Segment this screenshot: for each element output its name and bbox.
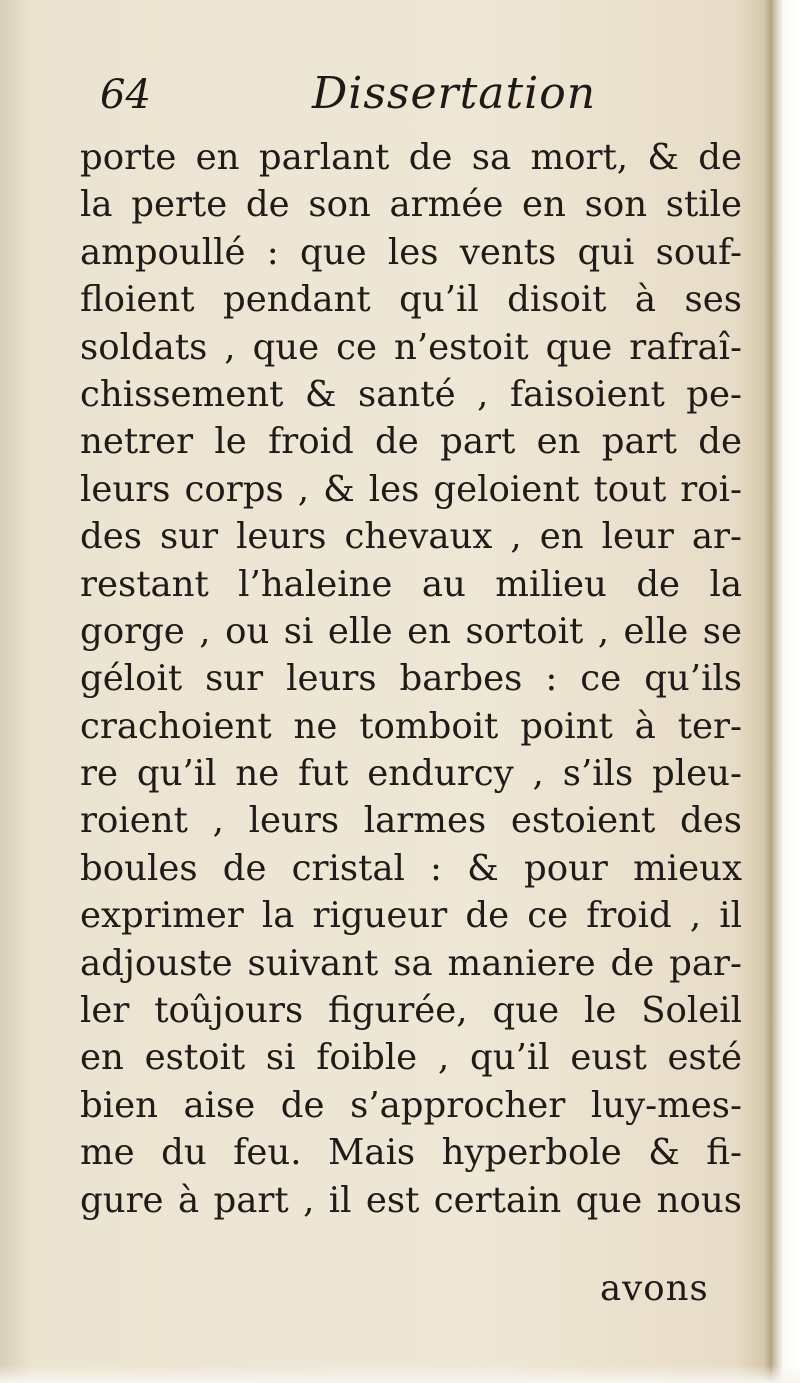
page-bottom-edge (0, 1365, 800, 1383)
catchword: avons (600, 1268, 709, 1309)
text-line: géloit sur leurs barbes : ce qu’ils (80, 658, 742, 700)
text-line: adjouste suivant sa maniere de par- (80, 942, 742, 984)
text-line: gure à part , il est certain que nous (80, 1179, 742, 1221)
page-edge-shadow (764, 0, 772, 1383)
page-right-edge (772, 0, 800, 1383)
text-line: en estoit si foible , qu’il eust esté (80, 1037, 742, 1079)
text-line: netrer le froid de part en part de (80, 421, 742, 463)
text-line: re qu’il ne fut endurcy , s’ils pleu- (80, 753, 742, 795)
text-line: exprimer la rigueur de ce froid , il (80, 895, 742, 937)
text-line: bien aise de s’approcher luy-mes- (80, 1084, 742, 1126)
text-line: ler toûjours figurée, que le Soleil (80, 990, 742, 1032)
text-line: boules de cristal : & pour mieux (80, 847, 742, 889)
text-line: leurs corps , & les geloient tout roi- (80, 468, 742, 510)
running-head: Dissertation (312, 68, 597, 119)
text-line: des sur leurs chevaux , en leur ar- (80, 516, 742, 558)
text-line: me du feu. Mais hyperbole & fi- (80, 1132, 742, 1174)
text-line: roient , leurs larmes estoient des (80, 800, 742, 842)
text-line: crachoient ne tomboit point à ter- (80, 705, 742, 747)
text-line: ampoullé : que les vents qui souf- (80, 231, 742, 273)
text-line: porte en parlant de sa mort, & de (80, 137, 742, 178)
text-line: soldats , que ce n’estoit que rafraî- (80, 326, 742, 368)
page-header (100, 68, 740, 128)
body-text (80, 134, 742, 1224)
page-number: 64 (100, 72, 151, 118)
text-line: la perte de son armée en son stile (80, 184, 742, 226)
text-line: restant l’haleine au milieu de la (80, 563, 742, 605)
text-line: chissement & santé , faisoient pe- (80, 373, 742, 415)
text-line: gorge , ou si elle en sortoit , elle se (80, 610, 742, 652)
text-line: floient pendant qu’il disoit à ses (80, 279, 742, 321)
